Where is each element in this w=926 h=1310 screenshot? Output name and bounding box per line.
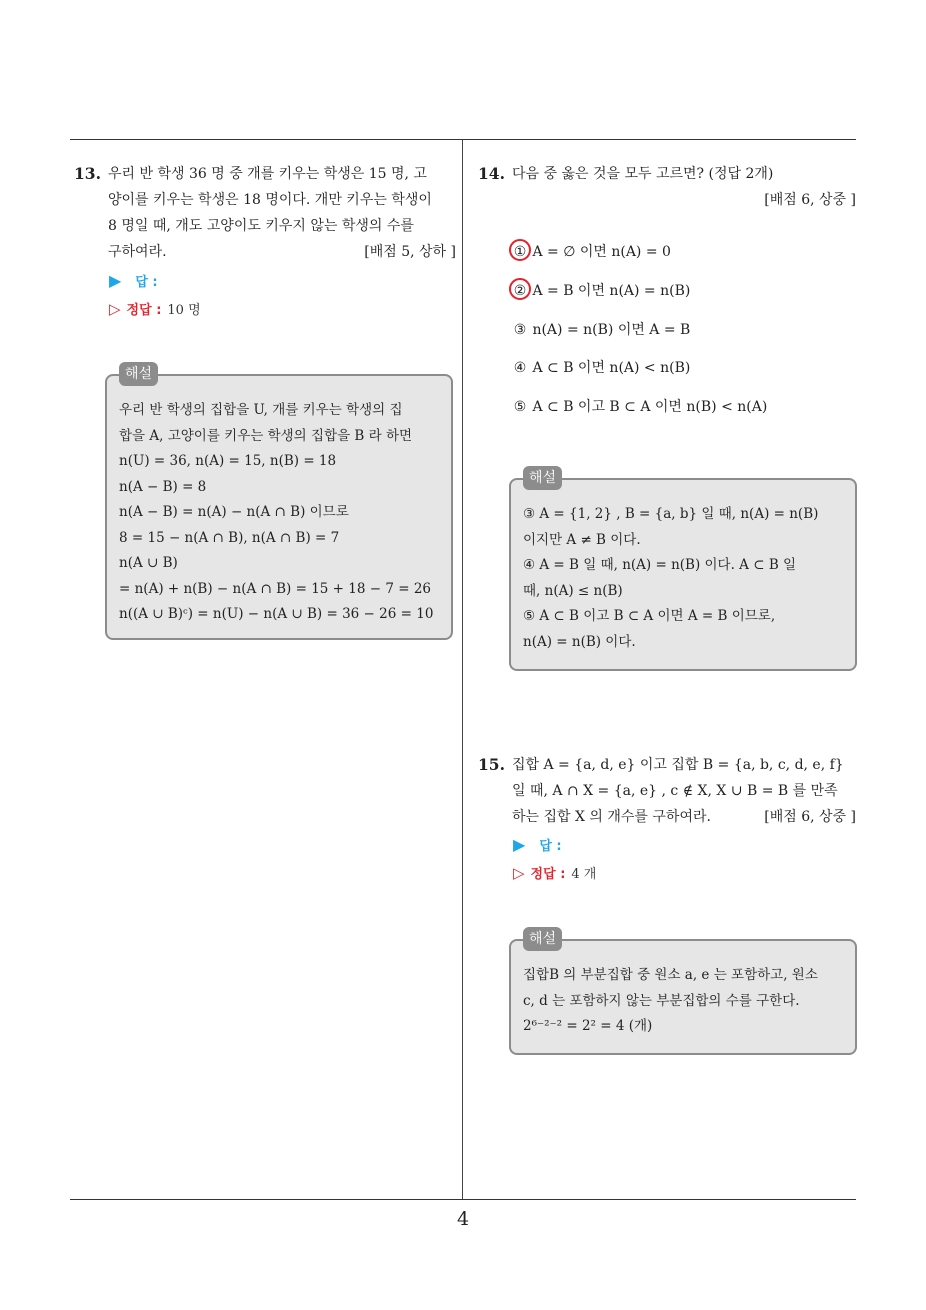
hollow-arrow-icon: ▷	[109, 300, 121, 318]
explanation-line: 이지만 A ≠ B 이다.	[523, 531, 641, 548]
question-number: 15.	[478, 755, 505, 774]
question-line: 8 명일 때, 개도 고양이도 키우지 않는 학생의 수를	[108, 218, 414, 234]
option-1[interactable]	[512, 241, 671, 263]
explanation-line: ③ A = {1, 2} , B = {a, b} 일 때, n(A) = n(B)	[523, 506, 819, 522]
option-text: A ⊂ B 이면 n(A) < n(B)	[532, 360, 691, 376]
question-line: 다음 중 옳은 것을 모두 고르면? (정답 2개)	[512, 166, 774, 182]
play-arrow-icon: ▶	[513, 835, 526, 854]
answer-label: 답 :	[135, 275, 158, 290]
correct-answer-line	[109, 298, 201, 322]
option-text: A = B 이면 n(A) = n(B)	[532, 283, 691, 299]
score: [배점 5, 상하 ]	[364, 244, 456, 260]
option-marker: ②	[513, 283, 527, 299]
explanation-line: n(A ∪ B)	[119, 555, 178, 571]
answer-label: 답 :	[539, 839, 562, 854]
option-text: A ⊂ B 이고 B ⊂ A 이면 n(B) < n(A)	[532, 399, 768, 415]
option-marker: ③	[513, 322, 527, 338]
page-number: 4	[456, 1208, 470, 1230]
question-line: 일 때, A ∩ X = {a, e} , c ∉ X, X ∪ B = B 를 만족	[512, 783, 838, 799]
correct-value: 4 개	[571, 867, 597, 882]
question-13	[74, 161, 456, 265]
explanation-tag: 해설	[523, 927, 562, 951]
option-text: A = ∅ 이면 n(A) = 0	[532, 244, 671, 260]
explanation-line: 때, n(A) ≤ n(B)	[523, 582, 623, 599]
explanation-line: n(U) = 36, n(A) = 15, n(B) = 18	[119, 453, 337, 469]
explanation-tag: 해설	[119, 362, 158, 386]
question-number: 14.	[478, 164, 505, 183]
explanation-line: n(A − B) = 8	[119, 478, 207, 495]
correct-answer-line	[513, 862, 596, 886]
score: [배점 6, 상중 ]	[764, 192, 856, 208]
explanation-line: n((A ∪ B)ᶜ) = n(U) − n(A ∪ B) = 36 − 26 = 10	[119, 606, 434, 622]
correct-value: 10 명	[167, 303, 201, 318]
question-line: 집합 A = {a, d, e} 이고 집합 B = {a, b, c, d, e, f}	[512, 757, 844, 773]
explanation-tag: 해설	[523, 466, 562, 490]
question-15	[478, 752, 856, 830]
option-marker: ①	[513, 244, 527, 260]
question-14	[478, 161, 856, 213]
answer-line	[109, 270, 158, 294]
explanation-line: n(A − B) = n(A) − n(A ∩ B) 이므로	[119, 504, 349, 520]
answer-line	[513, 834, 562, 858]
explanation-box	[509, 470, 857, 671]
score: [배점 6, 상중 ]	[764, 809, 856, 825]
question-line: 우리 반 학생 36 명 중 개를 키우는 학생은 15 명, 고	[108, 166, 427, 182]
question-number: 13.	[74, 164, 101, 183]
explanation-line: 집합B 의 부분집합 중 원소 a, e 는 포함하고, 원소	[523, 967, 818, 983]
question-line: 하는 집합 X 의 개수를 구하여라.	[512, 809, 711, 825]
option-marker: ④	[513, 360, 527, 376]
explanation-box	[105, 366, 453, 640]
option-text: n(A) = n(B) 이면 A = B	[532, 322, 691, 338]
explanation-box	[509, 931, 857, 1055]
question-line: 구하여라.	[108, 244, 167, 260]
explanation-line: ⑤ A ⊂ B 이고 B ⊂ A 이면 A = B 이므로,	[523, 608, 776, 624]
explanation-line: c, d 는 포함하지 않는 부분집합의 수를 구한다.	[523, 992, 800, 1009]
column-divider	[462, 140, 463, 1200]
explanation-line: 2⁶⁻²⁻² = 2² = 4 (개)	[523, 1018, 653, 1034]
correct-label: 정답 :	[530, 867, 566, 882]
hollow-arrow-icon: ▷	[513, 864, 525, 882]
option-4[interactable]	[512, 357, 690, 379]
option-3[interactable]	[512, 319, 690, 341]
question-line: 양이를 키우는 학생은 18 명이다. 개만 키우는 학생이	[108, 192, 432, 208]
explanation-line: 합을 A, 고양이를 키우는 학생의 집합을 B 라 하면	[119, 427, 413, 444]
explanation-line: ④ A = B 일 때, n(A) = n(B) 이다. A ⊂ B 일	[523, 557, 797, 573]
explanation-line: 8 = 15 − n(A ∩ B), n(A ∩ B) = 7	[119, 529, 340, 546]
option-2[interactable]	[512, 280, 690, 302]
option-marker: ⑤	[513, 399, 527, 415]
bottom-rule	[70, 1199, 856, 1200]
explanation-line: n(A) = n(B) 이다.	[523, 633, 636, 650]
explanation-line: = n(A) + n(B) − n(A ∩ B) = 15 + 18 − 7 = 26	[119, 580, 432, 597]
correct-label: 정답 :	[126, 303, 162, 318]
play-arrow-icon: ▶	[109, 271, 122, 290]
top-rule	[70, 139, 856, 140]
explanation-line: 우리 반 학생의 집합을 U, 개를 키우는 학생의 집	[119, 402, 403, 418]
option-5[interactable]	[512, 396, 767, 418]
